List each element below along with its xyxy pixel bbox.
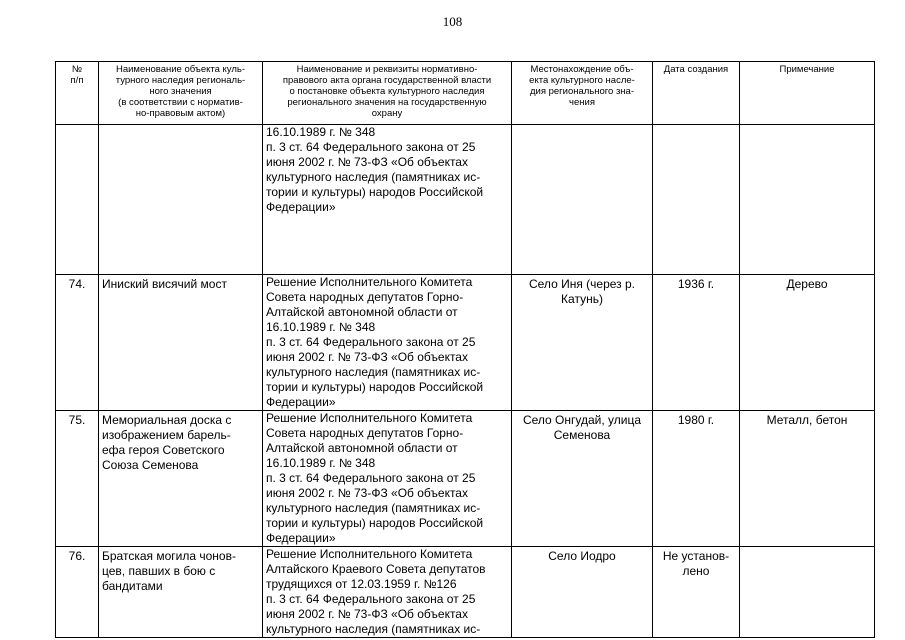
header-note: Примечание — [740, 62, 875, 125]
table-row — [56, 411, 875, 547]
cell-creation-date: Не установ- лено — [653, 547, 740, 638]
cell-legal-act: 16.10.1989 г. № 348 п. 3 ст. 64 Федерального закона от 25 июня 2002 г. № 73-ФЗ «Об объектах культурного наследия (памятниках ис- тории и культуры) народов Российской Федерации» — [263, 125, 512, 275]
cell-num: 76. — [56, 547, 99, 638]
cell-object-name: Иниский висячий мост — [99, 275, 263, 411]
cell-num — [56, 125, 99, 275]
cell-legal-act: Решение Исполнительного Комитета Совета народных депутатов Горно- Алтайской автономной области от 16.10.1989 г. № 348 п. 3 ст. 64 Федерального закона от 25 июня 2002 г. № 73-ФЗ «Об объектах культурного наследия (памятниках ис- тории и культуры) народов Российской Федерации» — [263, 275, 512, 411]
header-object-name: Наименование объекта куль- турного наследия региональ- ного значения (в соответствии с норматив- но-правовым актом) — [99, 62, 263, 125]
table-header-row — [56, 62, 875, 125]
cell-legal-act: Решение Исполнительного Комитета Совета народных депутатов Горно- Алтайской автономной области от 16.10.1989 г. № 348 п. 3 ст. 64 Федерального закона от 25 июня 2002 г. № 73-ФЗ «Об объектах культурного наследия (памятниках ис- тории и культуры) народов Российской Федерации» — [263, 411, 512, 547]
cell-note: Дерево — [740, 275, 875, 411]
cell-creation-date: 1980 г. — [653, 411, 740, 547]
heritage-registry-table — [55, 61, 875, 638]
header-legal-act: Наименование и реквизиты нормативно- правового акта органа государственной власти о постановке объекта культурного наследия регионального значения на государственную охрану — [263, 62, 512, 125]
cell-num: 75. — [56, 411, 99, 547]
cell-creation-date — [653, 125, 740, 275]
cell-object-name: Братская могила чонов- цев, павших в бою с бандитами — [99, 547, 263, 638]
cell-note: Металл, бетон — [740, 411, 875, 547]
header-creation-date: Дата создания — [653, 62, 740, 125]
cell-creation-date: 1936 г. — [653, 275, 740, 411]
cell-location: Село Иодро — [512, 547, 653, 638]
cell-location — [512, 125, 653, 275]
header-location: Местонахождение объ- екта культурного насле- дия регионального зна- чения — [512, 62, 653, 125]
cell-object-name: Мемориальная доска с изображением барель- ефа героя Советского Союза Семенова — [99, 411, 263, 547]
cell-object-name — [99, 125, 263, 275]
table-row-continuation — [56, 125, 875, 275]
cell-legal-act: Решение Исполнительного Комитета Алтайского Краевого Совета депутатов трудящихся от 12.03.1959 г. №126 п. 3 ст. 64 Федерального закона от 25 июня 2002 г. № 73-ФЗ «Об объектах культурного наследия (памятниках ис- — [263, 547, 512, 638]
table-row — [56, 275, 875, 411]
table-row — [56, 547, 875, 638]
cell-num: 74. — [56, 275, 99, 411]
cell-location: Село Иня (через р. Катунь) — [512, 275, 653, 411]
page-number: 108 — [442, 14, 463, 29]
header-num: № п/п — [56, 62, 99, 125]
cell-note — [740, 547, 875, 638]
cell-note — [740, 125, 875, 275]
cell-location: Село Онгудай, улица Семенова — [512, 411, 653, 547]
